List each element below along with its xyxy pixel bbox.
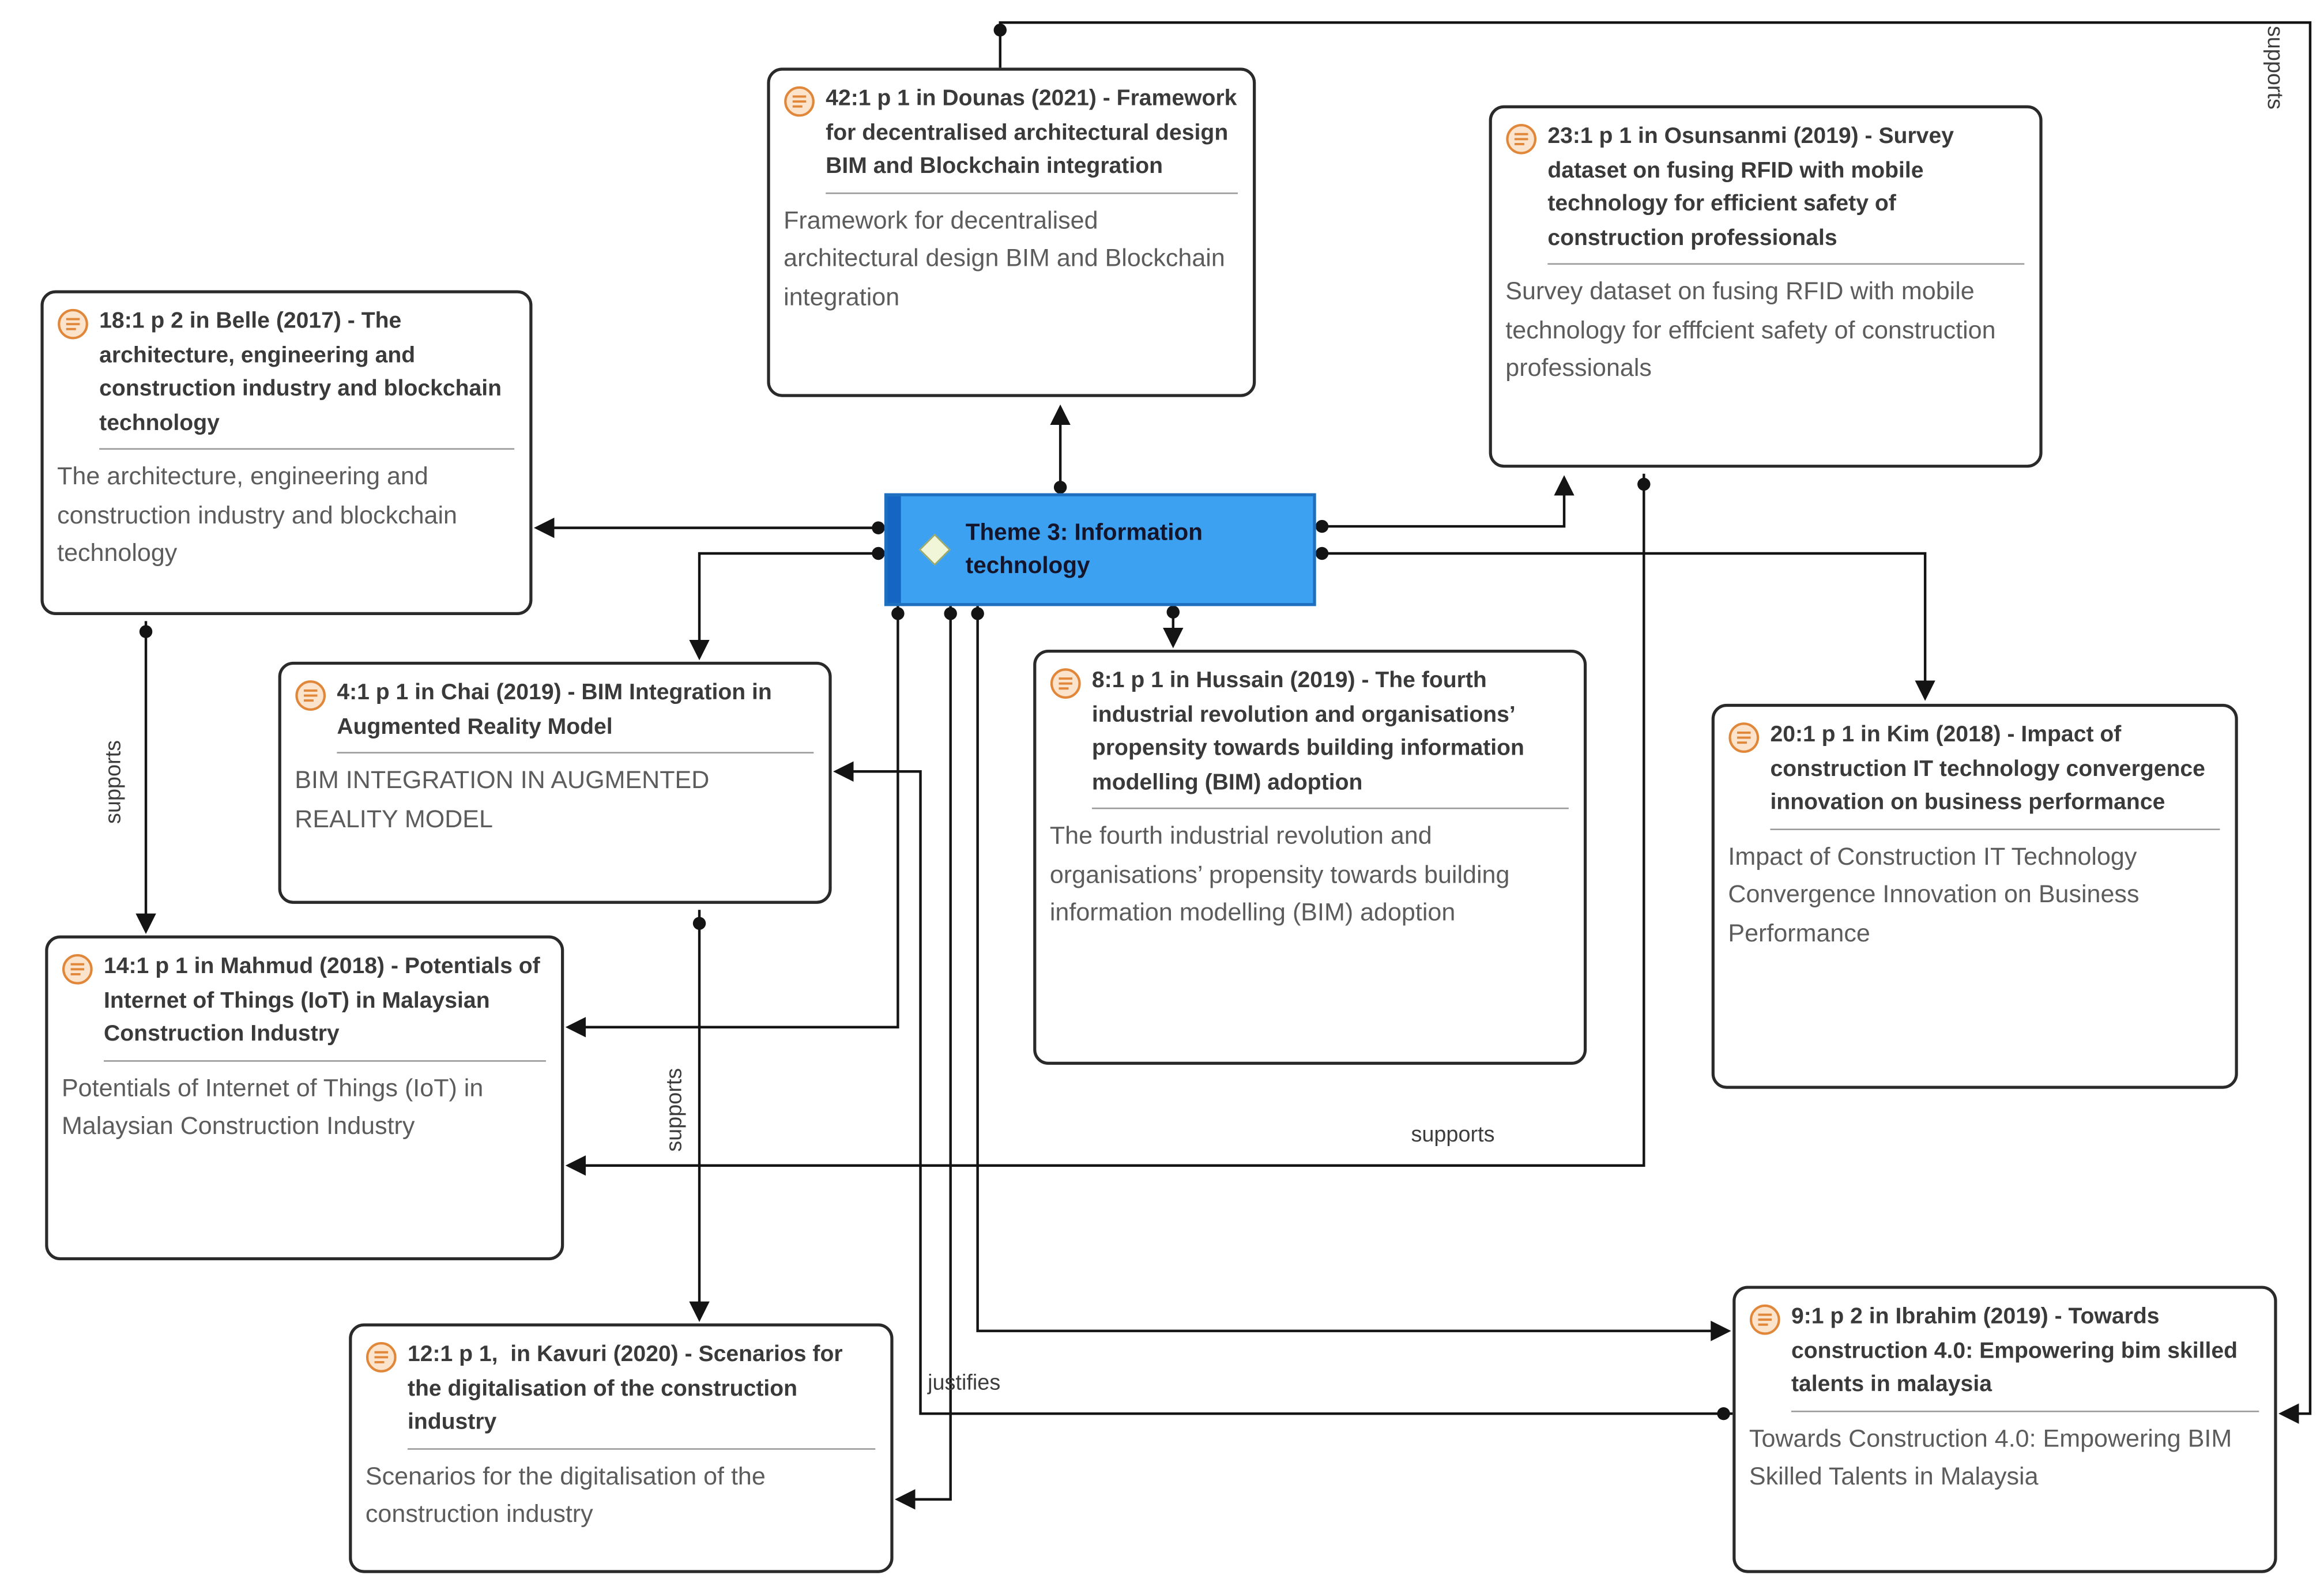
quotation-node-hussain[interactable] [1033, 650, 1587, 1065]
card-header [366, 1339, 875, 1449]
edge-source-dot [1054, 481, 1067, 493]
quotation-body: BIM INTEGRATION IN AUGMENTED REALITY MODEL [295, 767, 717, 833]
card-header [1728, 719, 2220, 830]
quotation-icon [1505, 123, 1537, 155]
card-header [1749, 1301, 2259, 1412]
edge-theme-osunsanmi[interactable] [1316, 478, 1564, 526]
quotation-body: Potentials of Internet of Things (IoT) in Malaysian Construction Industry [61, 1074, 504, 1140]
edge-source-dot [944, 607, 956, 620]
card-header [1050, 665, 1569, 809]
edge-source-dot [891, 607, 904, 620]
quotation-node-kavuri[interactable] [349, 1324, 893, 1573]
edge-source-dot [693, 917, 706, 930]
card-header [57, 306, 514, 450]
theme-node[interactable] [884, 493, 1316, 606]
quotation-icon [57, 308, 89, 340]
edge-source-dot [140, 625, 152, 638]
quotation-node-ibrahim[interactable] [1732, 1286, 2277, 1573]
card-header [784, 82, 1244, 193]
quotation-body: Towards Construction 4.0: Empowering BIM Skilled Talents in Malaysia [1749, 1425, 2246, 1491]
edge-source-dot [994, 24, 1007, 36]
quotation-node-mahmud[interactable] [45, 936, 564, 1260]
quotation-title: 23:1 p 1 in Osunsanmi (2019) - Survey dataset on fusing RFID with mobile technology for efficient safety of construction professionals [1547, 120, 2024, 265]
quotation-icon [1728, 722, 1760, 753]
quotation-icon [366, 1341, 397, 1373]
edge-source-dot [1316, 520, 1328, 533]
theme-accent-strip [887, 496, 901, 603]
edge-source-dot [1167, 606, 1180, 619]
quotation-title: 8:1 p 1 in Hussain (2019) - The fourth industrial revolution and organisations’ propensity towards building information modelling (BIM) adoption [1092, 665, 1569, 809]
quotation-body: The fourth industrial revolution and organisations’ propensity towards building information modelling (BIM) adoption [1049, 822, 1517, 927]
edge-label-supports-dounas-ibrahim[interactable]: supports [2262, 25, 2287, 110]
edge-source-dot [1717, 1407, 1730, 1420]
edge-source-dot [971, 607, 984, 620]
quotation-title: 20:1 p 1 in Kim (2018) - Impact of construction IT technology convergence innovation on business performance [1770, 719, 2220, 830]
card-header [1505, 120, 2024, 265]
quotation-icon [62, 954, 93, 985]
theme-label: Theme 3: Information technology [965, 520, 1203, 579]
quotation-body: The architecture, engineering and construction industry and blockchain technology [57, 463, 464, 567]
quotation-icon [295, 680, 326, 711]
edge-source-dot [872, 547, 884, 560]
quotation-node-belle[interactable] [40, 290, 532, 615]
theme-diamond-icon [919, 534, 951, 566]
quotation-body: Survey dataset on fusing RFID with mobile technology for efffcient safety of construction professionals [1505, 278, 2010, 382]
card-header [295, 677, 813, 753]
quotation-body: Impact of Construction IT Technology Convergence Innovation on Business Performance [1728, 843, 2146, 947]
edge-source-dot [1637, 478, 1650, 491]
quotation-title: 18:1 p 2 in Belle (2017) - The architecture, engineering and construction industry and blockchain technology [99, 306, 514, 450]
quotation-title: 4:1 p 1 in Chai (2019) - BIM Integration in Augmented Reality Model [337, 677, 813, 753]
quotation-node-osunsanmi[interactable] [1489, 105, 2043, 468]
quotation-icon [1749, 1304, 1781, 1336]
quotation-icon [1050, 668, 1082, 699]
quotation-body: Scenarios for the digitalisation of the construction industry [365, 1462, 773, 1528]
quotation-node-kim[interactable] [1712, 704, 2238, 1089]
quotation-title: 9:1 p 2 in Ibrahim (2019) - Towards construction 4.0: Empowering bim skilled talents in malaysia [1791, 1301, 2259, 1412]
edge-source-dot [1316, 547, 1328, 560]
quotation-body: Framework for decentralised architectural design BIM and Blockchain integration [784, 206, 1232, 311]
edge-theme-kavuri[interactable] [898, 606, 950, 1499]
edge-label-supports-chai-kavuri[interactable]: supports [663, 1068, 688, 1152]
edge-theme-chai[interactable] [699, 553, 884, 657]
quotation-icon [784, 86, 815, 118]
edge-label-supports-osunsanmi-mahmud[interactable]: supports [1411, 1123, 1495, 1148]
edge-label-justifies-ibrahim-chai[interactable]: justifies [928, 1371, 1001, 1396]
quotation-title: 12:1 p 1, in Kavuri (2020) - Scenarios for the digitalisation of the construction industry [408, 1339, 875, 1449]
edge-source-dot [872, 521, 884, 534]
edge-label-supports-belle-mahmud[interactable]: supports [102, 740, 127, 824]
card-header [62, 951, 546, 1061]
quotation-node-chai[interactable] [278, 662, 832, 904]
quotation-title: 14:1 p 1 in Mahmud (2018) - Potentials of Internet of Things (IoT) in Malaysian Construction Industry [104, 951, 546, 1061]
quotation-title: 42:1 p 1 in Dounas (2021) - Framework for decentralised architectural design BIM and Blockchain integration [826, 82, 1238, 193]
quotation-node-dounas[interactable] [767, 67, 1256, 397]
